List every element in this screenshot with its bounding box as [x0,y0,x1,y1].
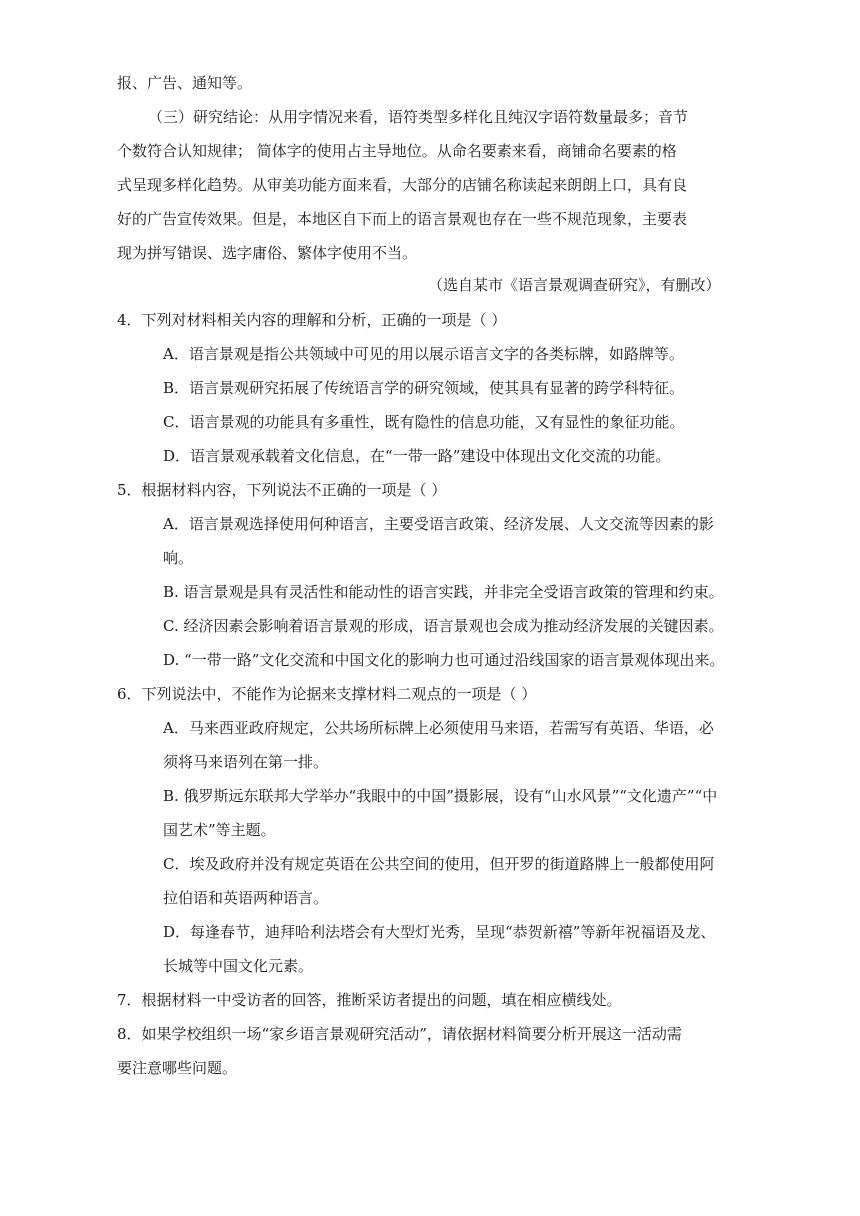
option-b-continuation: 国艺术”等主题。 [163,821,276,839]
conclusion-line: 好的广告宣传效果。但是，本地区自下而上的语言景观也存在一些不规范现象，主要表 [117,210,688,228]
option-d: D. “一带一路”文化交流和中国文化的影响力也可通过沿线国家的语言景观体现出来。 [163,651,725,669]
option-b: B．语言景观研究拓展了传统语言学的研究领域，使其具有显著的跨学科特征。 [163,379,685,397]
option-b: B. 俄罗斯远东联邦大学举办“我眼中的中国”摄影展，设有“山水风景”“文化遗产”“中 [163,787,718,805]
option-a: A．语言景观是指公共领域中可见的用以展示语言文字的各类标牌，如路牌等。 [163,345,684,363]
option-d: D．每逢春节，迪拜哈利法塔会有大型灯光秀，呈现“恭贺新禧”等新年祝福语及龙、 [163,923,716,941]
option-a: A．马来西亚政府规定，公共场所标牌上必须使用马来语，若需写有英语、华语，必 [163,719,714,737]
question-stem: 6．下列说法中，不能作为论据来支撑材料二观点的一项是（ ） [117,685,537,703]
option-c: C. 经济因素会影响着语言景观的形成，语言景观也会成为推动经济发展的关键因素。 [163,617,724,635]
conclusion-line: 现为拼写错误、选字庸俗、繁体字使用不当。 [117,244,418,262]
conclusion-line: 报、广告、通知等。 [117,74,253,92]
question-stem-continuation: 要注意哪些问题。 [117,1059,238,1077]
option-a: A．语言景观选择使用何种语言，主要受语言政策、经济发展、人文交流等因素的影 [163,515,714,533]
question-stem: 7．根据材料一中受访者的回答，推断采访者提出的问题，填在相应横线处。 [117,991,622,1009]
option-a-continuation: 响。 [163,549,194,567]
option-a-continuation: 须将马来语列在第一排。 [163,753,329,771]
option-d: D．语言景观承载着文化信息，在“一带一路”建设中体现出文化交流的功能。 [163,447,671,465]
conclusion-line: （三）研究结论：从用字情况来看，语符类型多样化且纯汉字语符数量最多；音节 [148,108,689,126]
conclusion-line: 式呈现多样化趋势。从审美功能方面来看，大部分的店铺名称读起来朗朗上口，具有良 [117,176,688,194]
option-c: C．语言景观的功能具有多重性，既有隐性的信息功能，又有显性的象征功能。 [163,413,685,431]
option-d-continuation: 长城等中国文化元素。 [163,957,314,975]
option-c-continuation: 拉伯语和英语两种语言。 [163,889,329,907]
question-stem: 5．根据材料内容，下列说法不正确的一项是（ ） [117,481,447,499]
option-c: C．埃及政府并没有规定英语在公共空间的使用，但开罗的街道路牌上一般都使用阿 [163,855,715,873]
source-citation: （选自某市《语言景观调查研究》，有删改） [428,276,721,294]
question-stem: 8．如果学校组织一场“家乡语言景观研究活动”，请依据材料简要分析开展这一活动需 [117,1025,682,1043]
option-b: B. 语言景观是具有灵活性和能动性的语言实践，并非完全受语言政策的管理和约束。 [163,583,724,601]
conclusion-line: 个数符合认知规律； 简体字的使用占主导地位。从命名要素来看，商铺命名要素的格 [117,142,677,160]
question-stem: 4．下列对材料相关内容的理解和分析，正确的一项是（ ） [117,311,507,329]
